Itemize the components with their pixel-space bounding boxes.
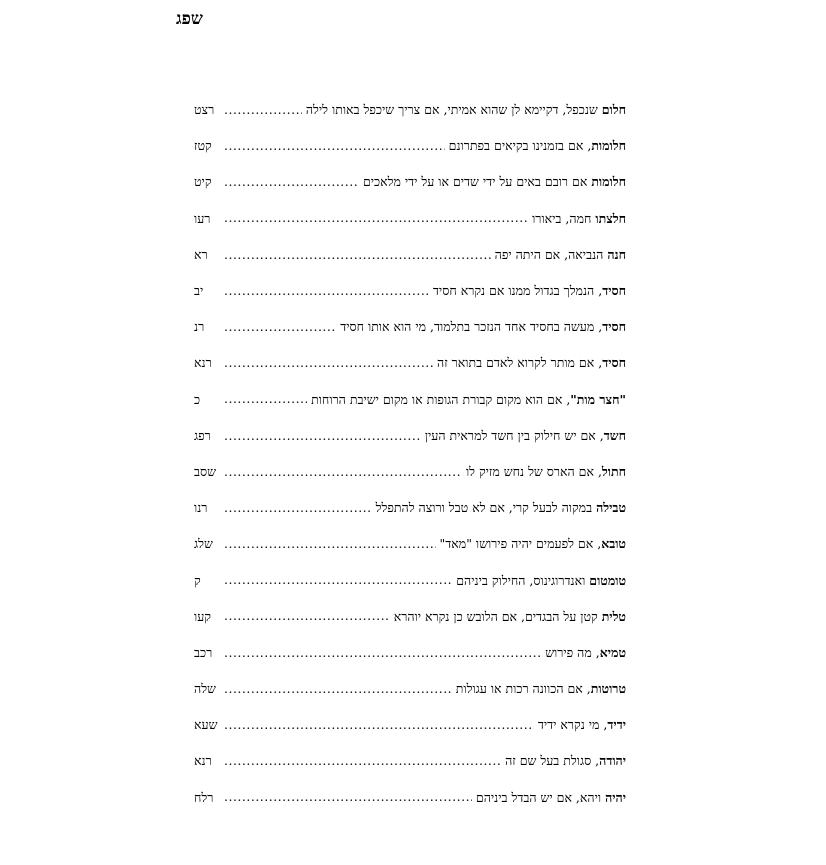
entry-headword: טבילה [596,500,626,516]
entry-description: במקוה לבעל קרי, אם לא טבל ורוצה להתפלל [375,500,597,516]
index-entry [190,273,626,309]
entry-headword: חסיד [602,319,626,335]
entry-description: , אם בזמנינו בקיאים בפתרונם [448,138,592,154]
entry-description: , סגולת בעל שם זה [505,753,600,769]
dot-leader [224,393,307,406]
entry-description: שנכפל, דקיימא לן שהוא אמיתי, אם צריך שיכפל באותו לילה [305,102,602,118]
entry-page-ref: רנא [194,355,212,371]
index-entry [190,201,626,237]
entry-headword: חלומות [591,138,626,154]
entry-page-ref: ק [194,572,201,588]
entry-page-ref: כ [194,391,201,407]
index-entry [190,309,626,345]
dot-leader [224,285,429,298]
entry-text [306,102,626,118]
dot-leader [224,357,433,370]
index-entry [190,92,626,128]
dot-leader [224,719,534,732]
dot-leader [224,610,390,623]
entry-headword: טובא [601,536,626,552]
index-entry [190,454,626,490]
dot-leader [224,176,359,189]
entry-text [505,753,626,769]
entry-text [532,211,626,227]
entry-description: , אם לפעמים יהיה פירושו "מאד" [439,536,602,552]
entry-headword: טרוטות [590,681,626,697]
entry-description: , אם הכוונה רכות או עגולות [455,681,591,697]
entry-text [466,464,626,480]
index-entry [190,562,626,598]
dot-leader [224,647,541,660]
entry-headword: טמיא [599,644,626,660]
entry-text [456,681,626,697]
entry-text [394,609,626,625]
dot-leader [224,574,452,587]
entry-page-ref: קעו [194,608,211,624]
index-entry [190,418,626,454]
entry-description: , אם הוא מקום קבורת הגופות או מקום ישיבת הרוחות [311,391,571,407]
entry-text [363,174,626,190]
entry-text [538,717,626,733]
index-entry [190,671,626,707]
index-entry [190,526,626,562]
entry-description: , אם יש חילוק בין חשד למראית העין [424,427,604,443]
entry-page-ref: רנא [194,753,212,769]
dot-leader [224,755,501,768]
entry-page-ref: שלג [194,536,213,552]
entry-text [311,392,626,408]
entry-page-ref: יב [194,283,204,299]
entry-headword: ידיד [607,717,626,733]
entry-text [449,138,626,154]
entry-page-ref: קיט [194,174,212,190]
entry-description: , אם מותר לקרוא לאדם בתואר זה [437,355,603,371]
index-entry [190,599,626,635]
entry-headword: חלומות [591,174,626,190]
entry-description: , מעשה בחסיד אחד הנזכר בתלמוד, מי הוא אותו חסיד [340,319,603,335]
entry-text [425,428,626,444]
entry-description: ויהא, אם יש הבדל ביניהם [475,789,606,805]
entry-text [440,536,626,552]
entry-page-ref: רנו [194,500,208,516]
dot-leader [224,140,445,153]
dot-leader [224,104,302,117]
entry-description: , הנמלך בגדול ממנו אם נקרא חסיד [432,283,603,299]
entry-page-ref: קטז [194,138,212,154]
entry-description: , מי נקרא ידיד [537,717,608,733]
entry-page-ref: שעא [194,717,218,733]
entry-text [340,319,626,335]
entry-headword: טומטום [589,572,626,588]
entry-page-ref: רצט [194,102,215,118]
entry-headword: יהיה [605,789,626,805]
dot-leader [224,212,528,225]
entry-description: חמה, ביאורו [532,210,596,226]
entry-page-ref: רא [194,246,208,262]
entry-page-ref: שלה [194,681,216,697]
dot-leader [224,430,421,443]
entry-headword: חשד [603,427,626,443]
dot-leader [224,683,452,696]
dot-leader [224,538,436,551]
entry-headword: יהודה [599,753,626,769]
entry-headword: חלום [601,102,626,118]
entry-page-ref: רפג [194,427,211,443]
index-entry [190,635,626,671]
entry-text [376,500,626,516]
index-list [190,92,626,816]
entry-page-ref: רלח [194,789,214,805]
entry-text [545,645,626,661]
entry-description: אם רובם באים על ידי שדים או על ידי מלאכים [362,174,592,190]
index-entry [190,780,626,816]
dot-leader [224,466,462,479]
page-number: שפג [176,9,203,29]
entry-headword: טלית [601,608,626,624]
entry-page-ref: רעו [194,210,211,226]
entry-headword: חתול [601,463,626,479]
entry-description: , מה פירוש [545,644,600,660]
index-entry [190,237,626,273]
entry-text [495,247,626,263]
entry-description: הנביאה, אם היתה יפה [494,246,608,262]
index-entry [190,743,626,779]
index-entry [190,345,626,381]
index-entry [190,164,626,200]
entry-text [456,573,626,589]
entry-headword: חנה [607,246,626,262]
entry-headword: חלצתו [595,210,626,226]
index-entry [190,490,626,526]
entry-text [437,355,626,371]
entry-headword: "חצר מות" [570,391,626,407]
entry-description: ואנדרוגינוס, החילוק ביניהם [456,572,590,588]
index-entry [190,707,626,743]
entry-description: , אם הארס של נחש מזיק לו [465,463,602,479]
entry-page-ref: רנ [194,319,205,335]
entry-headword: חסיד [602,355,626,371]
entry-text [433,283,626,299]
index-entry [190,128,626,164]
entry-headword: חסיד [602,283,626,299]
dot-leader [224,791,472,804]
entry-description: קטן על הבגדים, אם הלובש כן נקרא יוהרא [393,608,602,624]
entry-page-ref: שסב [194,463,216,479]
entry-page-ref: רכב [194,644,213,660]
entry-text [476,790,626,806]
index-entry [190,382,626,418]
dot-leader [224,321,336,334]
dot-leader [224,249,491,262]
dot-leader [224,502,372,515]
